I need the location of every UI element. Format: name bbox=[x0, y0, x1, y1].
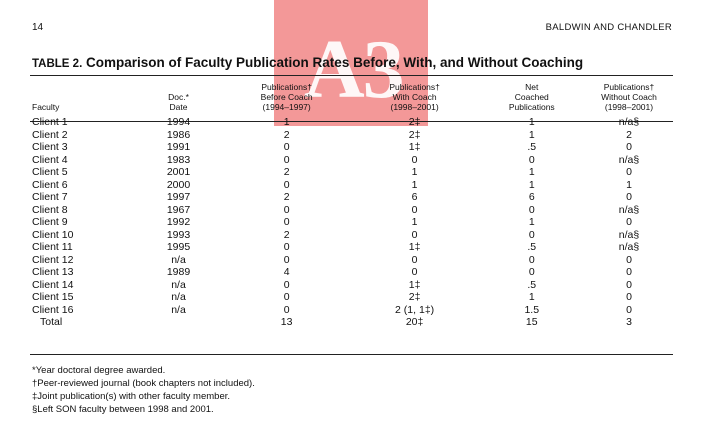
table-row bbox=[30, 216, 673, 229]
table-cell: 1 bbox=[626, 178, 632, 191]
table-cell: 0 bbox=[411, 253, 418, 266]
table-cell: 2‡ bbox=[408, 291, 421, 303]
table-cell: Client 3 bbox=[32, 141, 68, 153]
column-header-line: Without Coach bbox=[601, 92, 657, 102]
table-cell: 0 bbox=[626, 266, 632, 278]
table-cell: Client 5 bbox=[32, 166, 68, 178]
table-cell: 0 bbox=[411, 228, 418, 241]
table-cell: .5 bbox=[527, 241, 537, 253]
column-header-line: (1998–2001) bbox=[390, 102, 439, 112]
total-cell bbox=[134, 316, 222, 329]
running-head: BALDWIN AND CHANDLER bbox=[545, 22, 672, 33]
table-cell: 2‡ bbox=[408, 128, 421, 141]
table-cell: 0 bbox=[411, 203, 418, 216]
total-cell: 13 bbox=[280, 316, 293, 328]
table-cell: n/a§ bbox=[618, 203, 640, 216]
watermark-text: A3 bbox=[304, 23, 403, 116]
table-cell: 0 bbox=[626, 303, 632, 316]
table-cell: 1.5 bbox=[524, 303, 540, 316]
table-cell: 0 bbox=[411, 266, 418, 278]
table-cell: 0 bbox=[626, 216, 632, 228]
table-row bbox=[30, 291, 673, 304]
table-cell: 0 bbox=[283, 216, 290, 228]
table-cell: 1995 bbox=[166, 241, 191, 253]
column-header-line: Publications† bbox=[389, 82, 440, 92]
table-cell: n/a§ bbox=[618, 153, 640, 166]
table-cell: Client 12 bbox=[32, 253, 74, 266]
table-cell: 1991 bbox=[166, 141, 191, 153]
table-row bbox=[30, 254, 673, 267]
table-cell: .5 bbox=[527, 141, 537, 153]
table-cell: Client 4 bbox=[32, 153, 68, 166]
table-cell: Client 1 bbox=[32, 116, 68, 128]
publication-table bbox=[30, 77, 673, 329]
column-header bbox=[223, 77, 351, 116]
table-label: TABLE 2. bbox=[32, 58, 83, 70]
column-header-line: Publications† bbox=[261, 82, 312, 92]
table-cell: 0 bbox=[411, 153, 418, 166]
footnotes bbox=[32, 364, 255, 416]
table-cell: n/a bbox=[171, 291, 186, 303]
table-row bbox=[30, 304, 673, 317]
table-cell: n/a bbox=[171, 253, 186, 266]
total-cell: 15 bbox=[525, 316, 538, 328]
table-cell: Client 6 bbox=[32, 178, 68, 191]
footnote: §Left SON faculty between 1998 and 2001. bbox=[32, 404, 214, 415]
top-rule bbox=[30, 75, 673, 76]
table-cell: Client 15 bbox=[32, 291, 74, 303]
table-cell: n/a bbox=[171, 303, 186, 316]
table-row bbox=[30, 204, 673, 217]
column-header bbox=[30, 77, 134, 116]
table-cell: Client 7 bbox=[32, 191, 68, 203]
table-cell: 2 bbox=[283, 228, 290, 241]
table-cell: 1 bbox=[528, 216, 535, 228]
table-cell: 0 bbox=[283, 291, 290, 303]
table-cell: Client 9 bbox=[32, 216, 68, 228]
column-header-line: Date bbox=[169, 102, 188, 112]
table-cell: 1‡ bbox=[408, 241, 421, 253]
table-cell: 2000 bbox=[166, 178, 191, 191]
column-header-line: Net bbox=[525, 82, 539, 92]
table-cell: Client 13 bbox=[32, 266, 74, 278]
table-row bbox=[30, 266, 673, 279]
table-row bbox=[30, 141, 673, 154]
table-cell: 2‡ bbox=[408, 116, 421, 128]
table-cell: 2 bbox=[283, 128, 290, 141]
table-cell: 0 bbox=[528, 266, 535, 278]
column-header-line: (1994–1997) bbox=[262, 102, 311, 112]
table-cell: n/a bbox=[171, 278, 186, 291]
table-cell: 1‡ bbox=[408, 278, 421, 291]
total-cell: 3 bbox=[626, 316, 632, 328]
table-cell: 1 bbox=[283, 116, 290, 128]
column-header-line: Publications bbox=[508, 102, 555, 112]
total-row bbox=[30, 316, 673, 329]
table-cell: 1 bbox=[528, 178, 535, 191]
table-cell: 1 bbox=[528, 116, 535, 128]
table-cell: 6 bbox=[411, 191, 418, 203]
table-cell: 0 bbox=[283, 153, 290, 166]
table-cell: 1 bbox=[528, 291, 535, 303]
table-cell: 2001 bbox=[166, 166, 191, 178]
table-row bbox=[30, 166, 673, 179]
table-cell: 1983 bbox=[166, 153, 191, 166]
table-cell: Client 8 bbox=[32, 203, 68, 216]
table-cell: 0 bbox=[626, 166, 632, 178]
table-cell: 1994 bbox=[166, 116, 191, 128]
table-cell: 0 bbox=[283, 241, 290, 253]
column-header bbox=[479, 77, 585, 116]
total-cell: Total bbox=[40, 316, 63, 328]
table-body bbox=[30, 116, 673, 329]
table-cell: 2 bbox=[283, 191, 290, 203]
table-cell: Client 11 bbox=[32, 241, 73, 253]
table-cell: 0 bbox=[528, 253, 535, 266]
table-cell: Client 10 bbox=[32, 228, 74, 241]
table-cell: 1 bbox=[411, 178, 418, 191]
table-cell: 0 bbox=[626, 141, 632, 153]
table-cell: 0 bbox=[283, 253, 290, 266]
table-title-text: Comparison of Faculty Publication Rates Before, With, and Without Coaching bbox=[86, 55, 584, 70]
table-cell: 1 bbox=[411, 216, 418, 228]
table-cell: 2 bbox=[626, 128, 632, 141]
bottom-rule bbox=[30, 354, 673, 355]
column-header bbox=[585, 77, 673, 116]
table-cell: 0 bbox=[626, 278, 632, 291]
table-cell: Client 2 bbox=[32, 128, 68, 141]
table-cell: n/a§ bbox=[618, 228, 640, 241]
table-cell: 1 bbox=[528, 128, 535, 141]
column-header bbox=[351, 77, 479, 116]
table-cell: 1 bbox=[411, 166, 418, 178]
table-row bbox=[30, 179, 673, 192]
table-cell: 1‡ bbox=[408, 141, 421, 153]
table-row bbox=[30, 279, 673, 292]
table-cell: 0 bbox=[626, 191, 632, 203]
table-cell: 0 bbox=[528, 153, 535, 166]
table-cell: Client 16 bbox=[32, 303, 74, 316]
page-number: 14 bbox=[32, 22, 44, 33]
table-cell: 4 bbox=[283, 266, 290, 278]
table-row bbox=[30, 241, 673, 254]
total-cell: 20‡ bbox=[405, 316, 424, 328]
column-header-line: With Coach bbox=[392, 92, 437, 102]
table-cell: 2 (1, 1‡) bbox=[395, 303, 435, 316]
footnote: †Peer-reviewed journal (book chapters not included). bbox=[32, 378, 255, 389]
table-row bbox=[30, 116, 673, 129]
table-cell: 0 bbox=[626, 291, 632, 303]
table-cell: 0 bbox=[283, 278, 290, 291]
table-cell: 0 bbox=[626, 253, 632, 266]
column-header-line: Doc.* bbox=[168, 92, 189, 102]
table-row bbox=[30, 129, 673, 142]
table-cell: n/a§ bbox=[618, 116, 640, 128]
table-row bbox=[30, 154, 673, 167]
column-header-line: Coached bbox=[514, 92, 549, 102]
column-header-line: Faculty bbox=[32, 102, 60, 112]
table-cell: 0 bbox=[283, 203, 290, 216]
column-header-line: (1998–2001) bbox=[604, 102, 654, 112]
footnote: *Year doctoral degree awarded. bbox=[32, 365, 166, 376]
table-cell: 0 bbox=[283, 178, 290, 191]
table-cell: 1 bbox=[528, 166, 535, 178]
table-cell: n/a§ bbox=[618, 241, 640, 253]
table-cell: 0 bbox=[528, 228, 535, 241]
header-row bbox=[30, 77, 673, 116]
table-cell: 1967 bbox=[166, 203, 191, 216]
table-cell: Client 14 bbox=[32, 278, 74, 291]
column-header-line: Before Coach bbox=[260, 92, 313, 102]
column-header bbox=[134, 77, 222, 116]
table-title bbox=[32, 55, 583, 70]
table-row bbox=[30, 191, 673, 204]
table-cell: 1997 bbox=[166, 191, 191, 203]
table-cell: 1992 bbox=[166, 216, 191, 228]
table-header bbox=[30, 77, 673, 116]
table-cell: 0 bbox=[283, 141, 290, 153]
table-cell: 1986 bbox=[166, 128, 191, 141]
table-cell: 6 bbox=[528, 191, 535, 203]
table-cell: .5 bbox=[527, 278, 537, 291]
table-cell: 1993 bbox=[166, 228, 191, 241]
table-row bbox=[30, 229, 673, 242]
table-cell: 1989 bbox=[166, 266, 191, 278]
table-cell: 0 bbox=[528, 203, 535, 216]
footnote: ‡Joint publication(s) with other faculty member. bbox=[32, 391, 231, 402]
table-cell: 2 bbox=[283, 166, 290, 178]
column-header-line: Publications† bbox=[603, 82, 655, 92]
table-cell: 0 bbox=[283, 303, 290, 316]
